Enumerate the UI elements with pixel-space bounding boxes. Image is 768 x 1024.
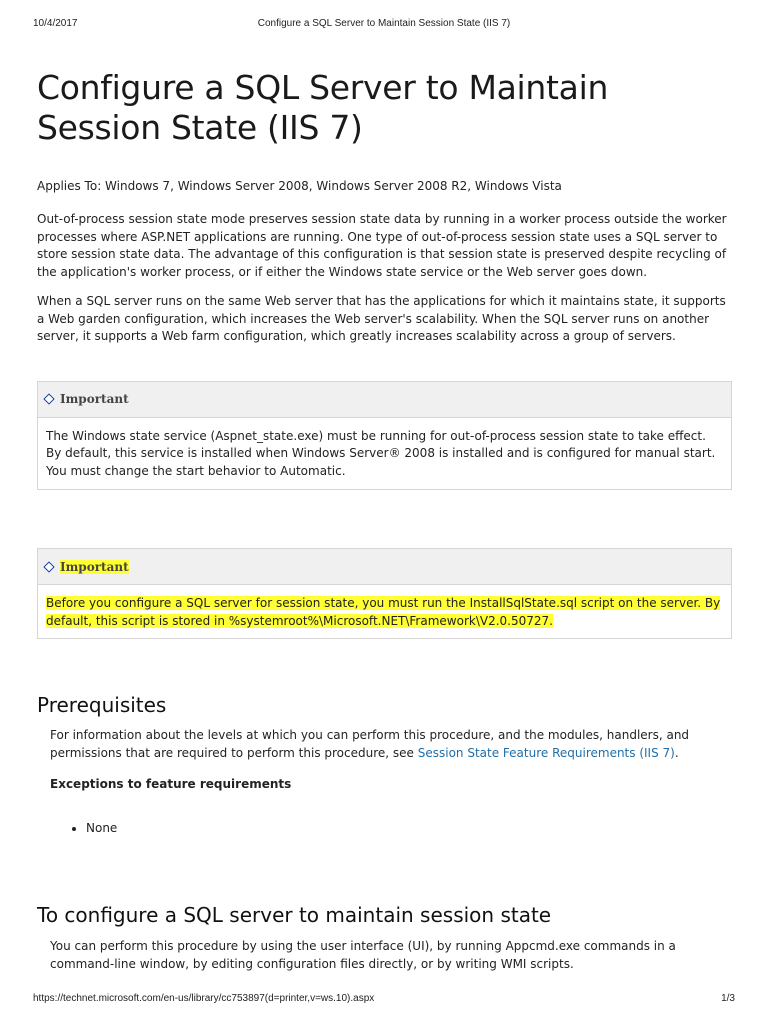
prerequisites-text <box>50 727 732 762</box>
page-title: Configure a SQL Server to Maintain Session State (IIS 7) <box>37 68 609 147</box>
prerequisites-section <box>50 727 732 837</box>
important-diamond-icon <box>43 561 54 572</box>
list-item: • None <box>86 820 732 837</box>
configure-heading: To configure a SQL server to maintain session state <box>37 903 552 927</box>
important-diamond-icon <box>43 393 54 404</box>
important-alert-1 <box>37 381 732 491</box>
page-number: 1/3 <box>721 993 735 1004</box>
print-date: 10/4/2017 <box>33 18 78 29</box>
alert-header <box>38 549 731 585</box>
article-content <box>37 68 732 973</box>
prerequisites-heading: Prerequisites <box>37 693 167 717</box>
alert-label: Important <box>60 392 129 406</box>
prerequisites-text-start: For information about the levels at which you can perform this procedure, and the modules, handlers, and permissions that are required to perform this procedure, see <box>50 728 690 760</box>
alert-body: The Windows state service (Aspnet_state.exe) must be running for out-of-process session state to take effect. By default, this service is installed when Windows Server® 2008 is installed and is configured for manual start. You must change the start behavior to Automatic. <box>46 428 716 478</box>
highlighted-alert-text: Before you configure a SQL server for session state, you must run the InstallSqlState.sql script on the server. By default, this script is stored in %systemroot%\Microsoft.NET\Framework\V2.0.50727. <box>46 596 721 628</box>
print-title: Configure a SQL Server to Maintain Session State (IIS 7) <box>257 18 511 29</box>
print-url: https://technet.microsoft.com/en-us/library/cc753897(d=printer,v=ws.10).aspx <box>33 993 375 1004</box>
alert-body <box>38 585 731 638</box>
intro-paragraph-1: Out-of-process session state mode preserves session state data by running in a worker process outside the worker processes where ASP.NET applications are running. One type of out-of-process session state uses a SQL server to store session state data. The advantage of this configuration is that session state is preserved despite recycling of the application's worker process, or if either the Windows state service or the Web server goes down. <box>37 212 727 279</box>
applies-to: Applies To: Windows 7, Windows Server 2008, Windows Server 2008 R2, Windows Vista <box>37 179 562 193</box>
alert-header <box>38 382 731 418</box>
exceptions-list <box>50 820 732 837</box>
intro-paragraph-2: When a SQL server runs on the same Web server that has the applications for which it maintains state, it supports a Web garden configuration, which increases the Web server's scalability. When the SQL server runs on another server, it supports a Web farm configuration, which greatly increases scalability across a group of servers. <box>37 294 726 343</box>
important-alert-2 <box>37 548 732 639</box>
configure-section <box>50 938 732 973</box>
exceptions-heading: Exceptions to feature requirements <box>50 777 292 791</box>
feature-requirements-link[interactable]: Session State Feature Requirements (IIS 7) <box>417 745 675 760</box>
alert-label: Important <box>60 559 129 574</box>
configure-text: You can perform this procedure by using the user interface (UI), by running Appcmd.exe commands in a command-line window, by editing configuration files directly, or by writing WMI scripts. <box>50 939 676 971</box>
prerequisites-text-end: . <box>674 745 679 760</box>
